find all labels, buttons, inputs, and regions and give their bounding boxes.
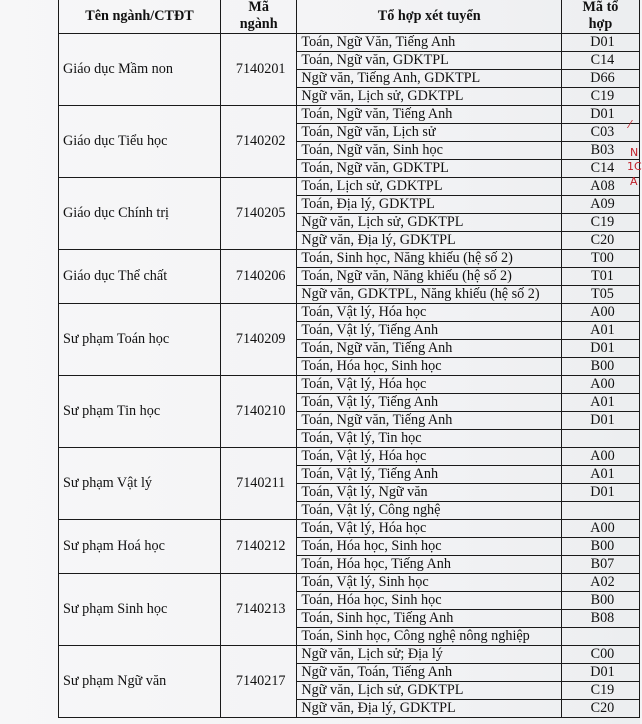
combination-code: A01 — [561, 466, 639, 484]
combination-code: T00 — [561, 250, 639, 268]
combination-code: D01 — [561, 34, 639, 52]
major-code: 7140210 — [220, 376, 297, 448]
margin-note: 1C — [627, 160, 642, 173]
major-name: Giáo dục Mầm non — [59, 34, 221, 106]
combination-code: C19 — [561, 88, 639, 106]
margin-note: N — [630, 146, 639, 159]
combination-code — [561, 628, 639, 646]
combination-code: A01 — [561, 322, 639, 340]
combination-subjects: Toán, Hóa học, Sinh học — [297, 592, 562, 610]
table-row — [59, 304, 640, 322]
combination-subjects: Toán, Hóa học, Sinh học — [297, 358, 562, 376]
major-code: 7140206 — [220, 250, 297, 304]
margin-note: A — [630, 175, 638, 188]
combination-code: A00 — [561, 520, 639, 538]
table-row — [59, 34, 640, 52]
table-row — [59, 448, 640, 466]
combination-code: D01 — [561, 340, 639, 358]
combination-subjects: Toán, Lịch sử, GDKTPL — [297, 178, 562, 196]
combination-subjects: Toán, Vật lý, Sinh học — [297, 574, 562, 592]
combination-subjects: Toán, Ngữ văn, Tiếng Anh — [297, 412, 562, 430]
combination-code: C20 — [561, 700, 639, 718]
combination-code: C03 — [561, 124, 639, 142]
combination-subjects: Ngữ văn, Lịch sử, GDKTPL — [297, 214, 562, 232]
combination-subjects: Toán, Sinh học, Công nghệ nông nghiệp — [297, 628, 562, 646]
major-name: Giáo dục Chính trị — [59, 178, 221, 250]
combination-subjects: Toán, Ngữ văn, Tiếng Anh — [297, 106, 562, 124]
major-code: 7140202 — [220, 106, 297, 178]
combination-subjects: Toán, Vật lý, Tin học — [297, 430, 562, 448]
header-combination: Tổ hợp xét tuyển — [297, 0, 562, 34]
combination-subjects: Toán, Ngữ Văn, Tiếng Anh — [297, 34, 562, 52]
combination-code: T01 — [561, 268, 639, 286]
combination-code: B08 — [561, 610, 639, 628]
major-code: 7140211 — [220, 448, 297, 520]
combination-code: D01 — [561, 412, 639, 430]
major-code: 7140217 — [220, 646, 297, 718]
combination-subjects: Ngữ văn, Địa lý, GDKTPL — [297, 700, 562, 718]
combination-code: A02 — [561, 574, 639, 592]
combination-subjects: Toán, Vật lý, Tiếng Anh — [297, 322, 562, 340]
combination-code: A00 — [561, 376, 639, 394]
table-row — [59, 376, 640, 394]
major-code: 7140212 — [220, 520, 297, 574]
combination-subjects: Ngữ văn, Địa lý, GDKTPL — [297, 232, 562, 250]
major-code: 7140209 — [220, 304, 297, 376]
header-major: Tên ngành/CTĐT — [59, 0, 221, 34]
combination-code: A08 — [561, 178, 639, 196]
major-name: Sư phạm Tin học — [59, 376, 221, 448]
combination-code: D66 — [561, 70, 639, 88]
combination-code: A01 — [561, 394, 639, 412]
table-body — [59, 34, 640, 718]
combination-code: B00 — [561, 592, 639, 610]
combination-subjects: Toán, Ngữ văn, Lịch sử — [297, 124, 562, 142]
combination-subjects: Toán, Hóa học, Sinh học — [297, 538, 562, 556]
combination-subjects: Ngữ văn, GDKTPL, Năng khiếu (hệ số 2) — [297, 286, 562, 304]
combination-code: A00 — [561, 448, 639, 466]
major-name: Sư phạm Toán học — [59, 304, 221, 376]
combination-code: C00 — [561, 646, 639, 664]
combination-subjects: Toán, Địa lý, GDKTPL — [297, 196, 562, 214]
table-row — [59, 106, 640, 124]
combination-code: B00 — [561, 538, 639, 556]
major-name: Sư phạm Ngữ văn — [59, 646, 221, 718]
combination-subjects: Ngữ văn, Lịch sử, GDKTPL — [297, 88, 562, 106]
combination-code: C20 — [561, 232, 639, 250]
combination-code: D01 — [561, 106, 639, 124]
combination-subjects: Toán, Vật lý, Hóa học — [297, 520, 562, 538]
combination-subjects: Toán, Vật lý, Tiếng Anh — [297, 466, 562, 484]
table-row — [59, 178, 640, 196]
combination-code: C14 — [561, 160, 639, 178]
combination-subjects: Toán, Ngữ văn, GDKTPL — [297, 160, 562, 178]
table-row — [59, 250, 640, 268]
combination-code: A00 — [561, 304, 639, 322]
combination-subjects: Toán, Sinh học, Tiếng Anh — [297, 610, 562, 628]
major-name: Giáo dục Thể chất — [59, 250, 221, 304]
combination-subjects: Toán, Ngữ văn, Sinh học — [297, 142, 562, 160]
combination-code: C14 — [561, 52, 639, 70]
combination-code: B07 — [561, 556, 639, 574]
combination-subjects: Ngữ văn, Toán, Tiếng Anh — [297, 664, 562, 682]
major-name: Sư phạm Hoá học — [59, 520, 221, 574]
combination-subjects: Toán, Ngữ văn, Tiếng Anh — [297, 340, 562, 358]
table-header-row — [59, 0, 640, 34]
combination-code: T05 — [561, 286, 639, 304]
major-code: 7140213 — [220, 574, 297, 646]
combination-code — [561, 430, 639, 448]
combination-subjects: Toán, Vật lý, Hóa học — [297, 448, 562, 466]
combination-subjects: Toán, Vật lý, Công nghệ — [297, 502, 562, 520]
margin-note: ⁄ — [629, 118, 631, 131]
combination-subjects: Toán, Vật lý, Tiếng Anh — [297, 394, 562, 412]
major-name: Sư phạm Sinh học — [59, 574, 221, 646]
major-code: 7140205 — [220, 178, 297, 250]
header-major-code: Mã ngành — [220, 0, 297, 34]
combination-subjects: Toán, Vật lý, Hóa học — [297, 304, 562, 322]
combination-code: D01 — [561, 664, 639, 682]
combination-code: C19 — [561, 682, 639, 700]
combination-subjects: Toán, Sinh học, Năng khiếu (hệ số 2) — [297, 250, 562, 268]
combination-code: C19 — [561, 214, 639, 232]
major-code: 7140201 — [220, 34, 297, 106]
combination-code: A09 — [561, 196, 639, 214]
major-name: Giáo dục Tiểu học — [59, 106, 221, 178]
combination-subjects: Toán, Vật lý, Hóa học — [297, 376, 562, 394]
combination-code: B03 — [561, 142, 639, 160]
header-combination-code: Mã tổ hợp — [561, 0, 639, 34]
combination-subjects: Toán, Hóa học, Tiếng Anh — [297, 556, 562, 574]
combination-subjects: Toán, Vật lý, Ngữ văn — [297, 484, 562, 502]
table-row — [59, 574, 640, 592]
table-row — [59, 646, 640, 664]
combination-code: B00 — [561, 358, 639, 376]
major-name: Sư phạm Vật lý — [59, 448, 221, 520]
table-row — [59, 520, 640, 538]
combination-subjects: Toán, Ngữ văn, Năng khiếu (hệ số 2) — [297, 268, 562, 286]
combination-code: D01 — [561, 484, 639, 502]
admission-table — [58, 0, 640, 718]
combination-subjects: Ngữ văn, Tiếng Anh, GDKTPL — [297, 70, 562, 88]
combination-subjects: Ngữ văn, Lịch sử, GDKTPL — [297, 682, 562, 700]
combination-subjects: Toán, Ngữ văn, GDKTPL — [297, 52, 562, 70]
combination-subjects: Ngữ văn, Lịch sử; Địa lý — [297, 646, 562, 664]
combination-code — [561, 502, 639, 520]
